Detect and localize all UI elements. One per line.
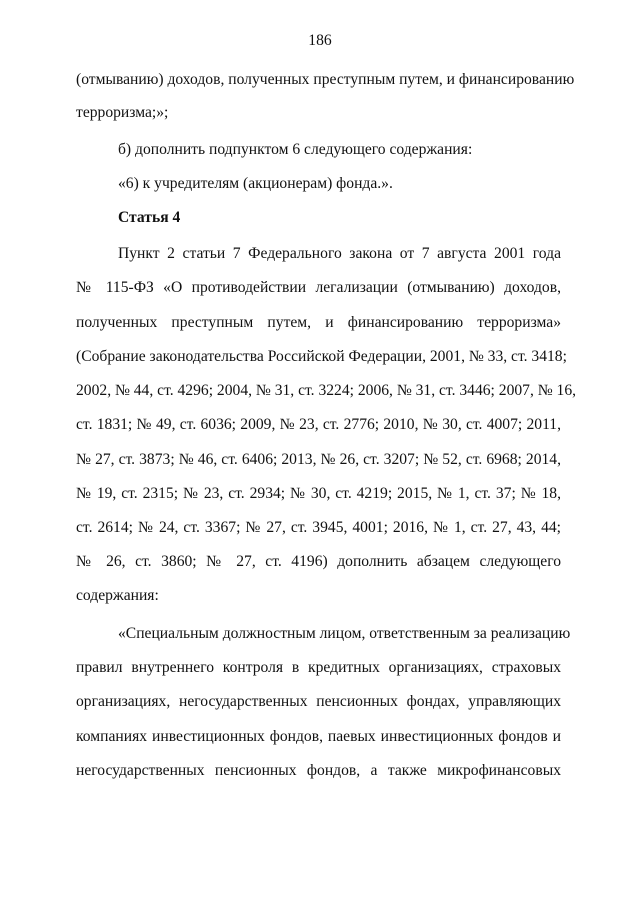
text-line: № 26, ст. 3860; № 27, ст. 4196) дополнить абзацем следующего — [76, 553, 561, 570]
text-line: содержания: — [76, 587, 159, 604]
text-line: терроризма;»; — [76, 104, 169, 121]
text-line: организациях, негосударственных пенсионных фондах, управляющих — [76, 693, 561, 710]
text-line: полученных преступным путем, и финансированию терроризма» — [76, 314, 561, 331]
text-line: негосударственных пенсионных фондов, а также микрофинансовых — [76, 762, 561, 779]
text-line: Пункт 2 статьи 7 Федерального закона от 7 августа 2001 года — [118, 245, 561, 262]
text-line: «Специальным должностным лицом, ответственным за реализацию — [118, 625, 571, 642]
text-line: 2002, № 44, ст. 4296; 2004, № 31, ст. 3224; 2006, № 31, ст. 3446; 2007, № 16, — [76, 382, 577, 399]
text-line: ст. 2614; № 24, ст. 3367; № 27, ст. 3945, 4001; 2016, № 1, ст. 27, 43, 44; — [76, 519, 561, 536]
text-line: № 115-ФЗ «О противодействии легализации (отмыванию) доходов, — [76, 279, 561, 296]
page-number: 186 — [308, 32, 332, 49]
article-heading: Статья 4 — [118, 209, 181, 226]
text-line: «6) к учредителям (акционерам) фонда.». — [118, 175, 393, 192]
text-line: компаниях инвестиционных фондов, паевых инвестиционных фондов и — [76, 728, 561, 745]
text-line: б) дополнить подпунктом 6 следующего содержания: — [118, 141, 473, 158]
text-line: № 27, ст. 3873; № 46, ст. 6406; 2013, № 26, ст. 3207; № 52, ст. 6968; 2014, — [76, 451, 561, 468]
text-line: правил внутреннего контроля в кредитных организациях, страховых — [76, 659, 561, 676]
text-line: (отмыванию) доходов, полученных преступным путем, и финансированию — [76, 71, 575, 88]
text-line: ст. 1831; № 49, ст. 6036; 2009, № 23, ст. 2776; 2010, № 30, ст. 4007; 2011, — [76, 416, 561, 433]
text-line: (Собрание законодательства Российской Федерации, 2001, № 33, ст. 3418; — [76, 348, 567, 365]
text-line: № 19, ст. 2315; № 23, ст. 2934; № 30, ст. 4219; 2015, № 1, ст. 37; № 18, — [76, 485, 561, 502]
